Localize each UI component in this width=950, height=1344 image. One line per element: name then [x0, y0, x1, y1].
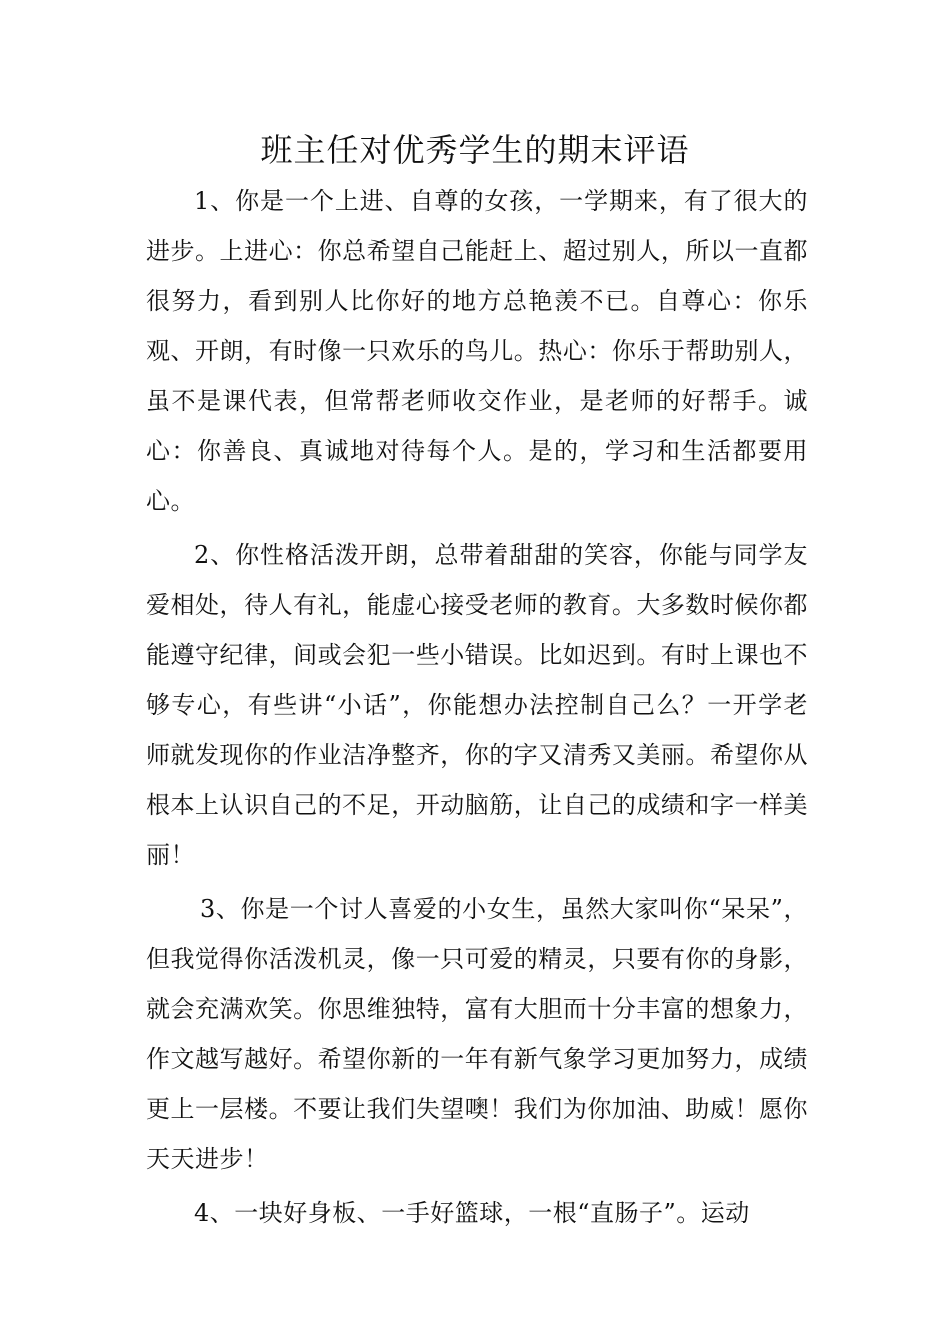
- comment-paragraph-1: 1、你是一个上进、自尊的女孩，一学期来，有了很大的进步。上进心：你总希望自己能赶上、超过别人，所以一直都很努力，看到别人比你好的地方总艳羡不已。自尊心：你乐观、开朗，有时像一只欢乐的鸟儿。热心：你乐于帮助别人，虽不是课代表，但常帮老师收交作业，是老师的好帮手。诚心：你善良、真诚地对待每个人。是的，学习和生活都要用心。: [146, 187, 808, 515]
- document-body: [146, 176, 808, 1242]
- document-title: 班主任对优秀学生的期末评语: [260, 131, 690, 169]
- comment-paragraph-3: 3、你是一个讨人喜爱的小女生，虽然大家叫你“呆呆”，但我觉得你活泼机灵，像一只可爱的精灵，只要有你的身影，就会充满欢笑。你思维独特，富有大胆而十分丰富的想象力，作文越写越好。希望你新的一年有新气象学习更加努力，成绩更上一层楼。不要让我们失望噢！我们为你加油、助威！愿你天天进步！: [146, 895, 808, 1173]
- comment-paragraph-2: 2、你性格活泼开朗，总带着甜甜的笑容，你能与同学友爱相处，待人有礼，能虚心接受老师的教育。大多数时候你都能遵守纪律，间或会犯一些小错误。比如迟到。有时上课也不够专心，有些讲“小话”，你能想办法控制自己么？一开学老师就发现你的作业洁净整齐，你的字又清秀又美丽。希望你从根本上认识自己的不足，开动脑筋，让自己的成绩和字一样美丽！: [146, 541, 808, 869]
- comment-paragraph-4: 4、一块好身板、一手好篮球，一根“直肠子”。运动: [194, 1199, 750, 1227]
